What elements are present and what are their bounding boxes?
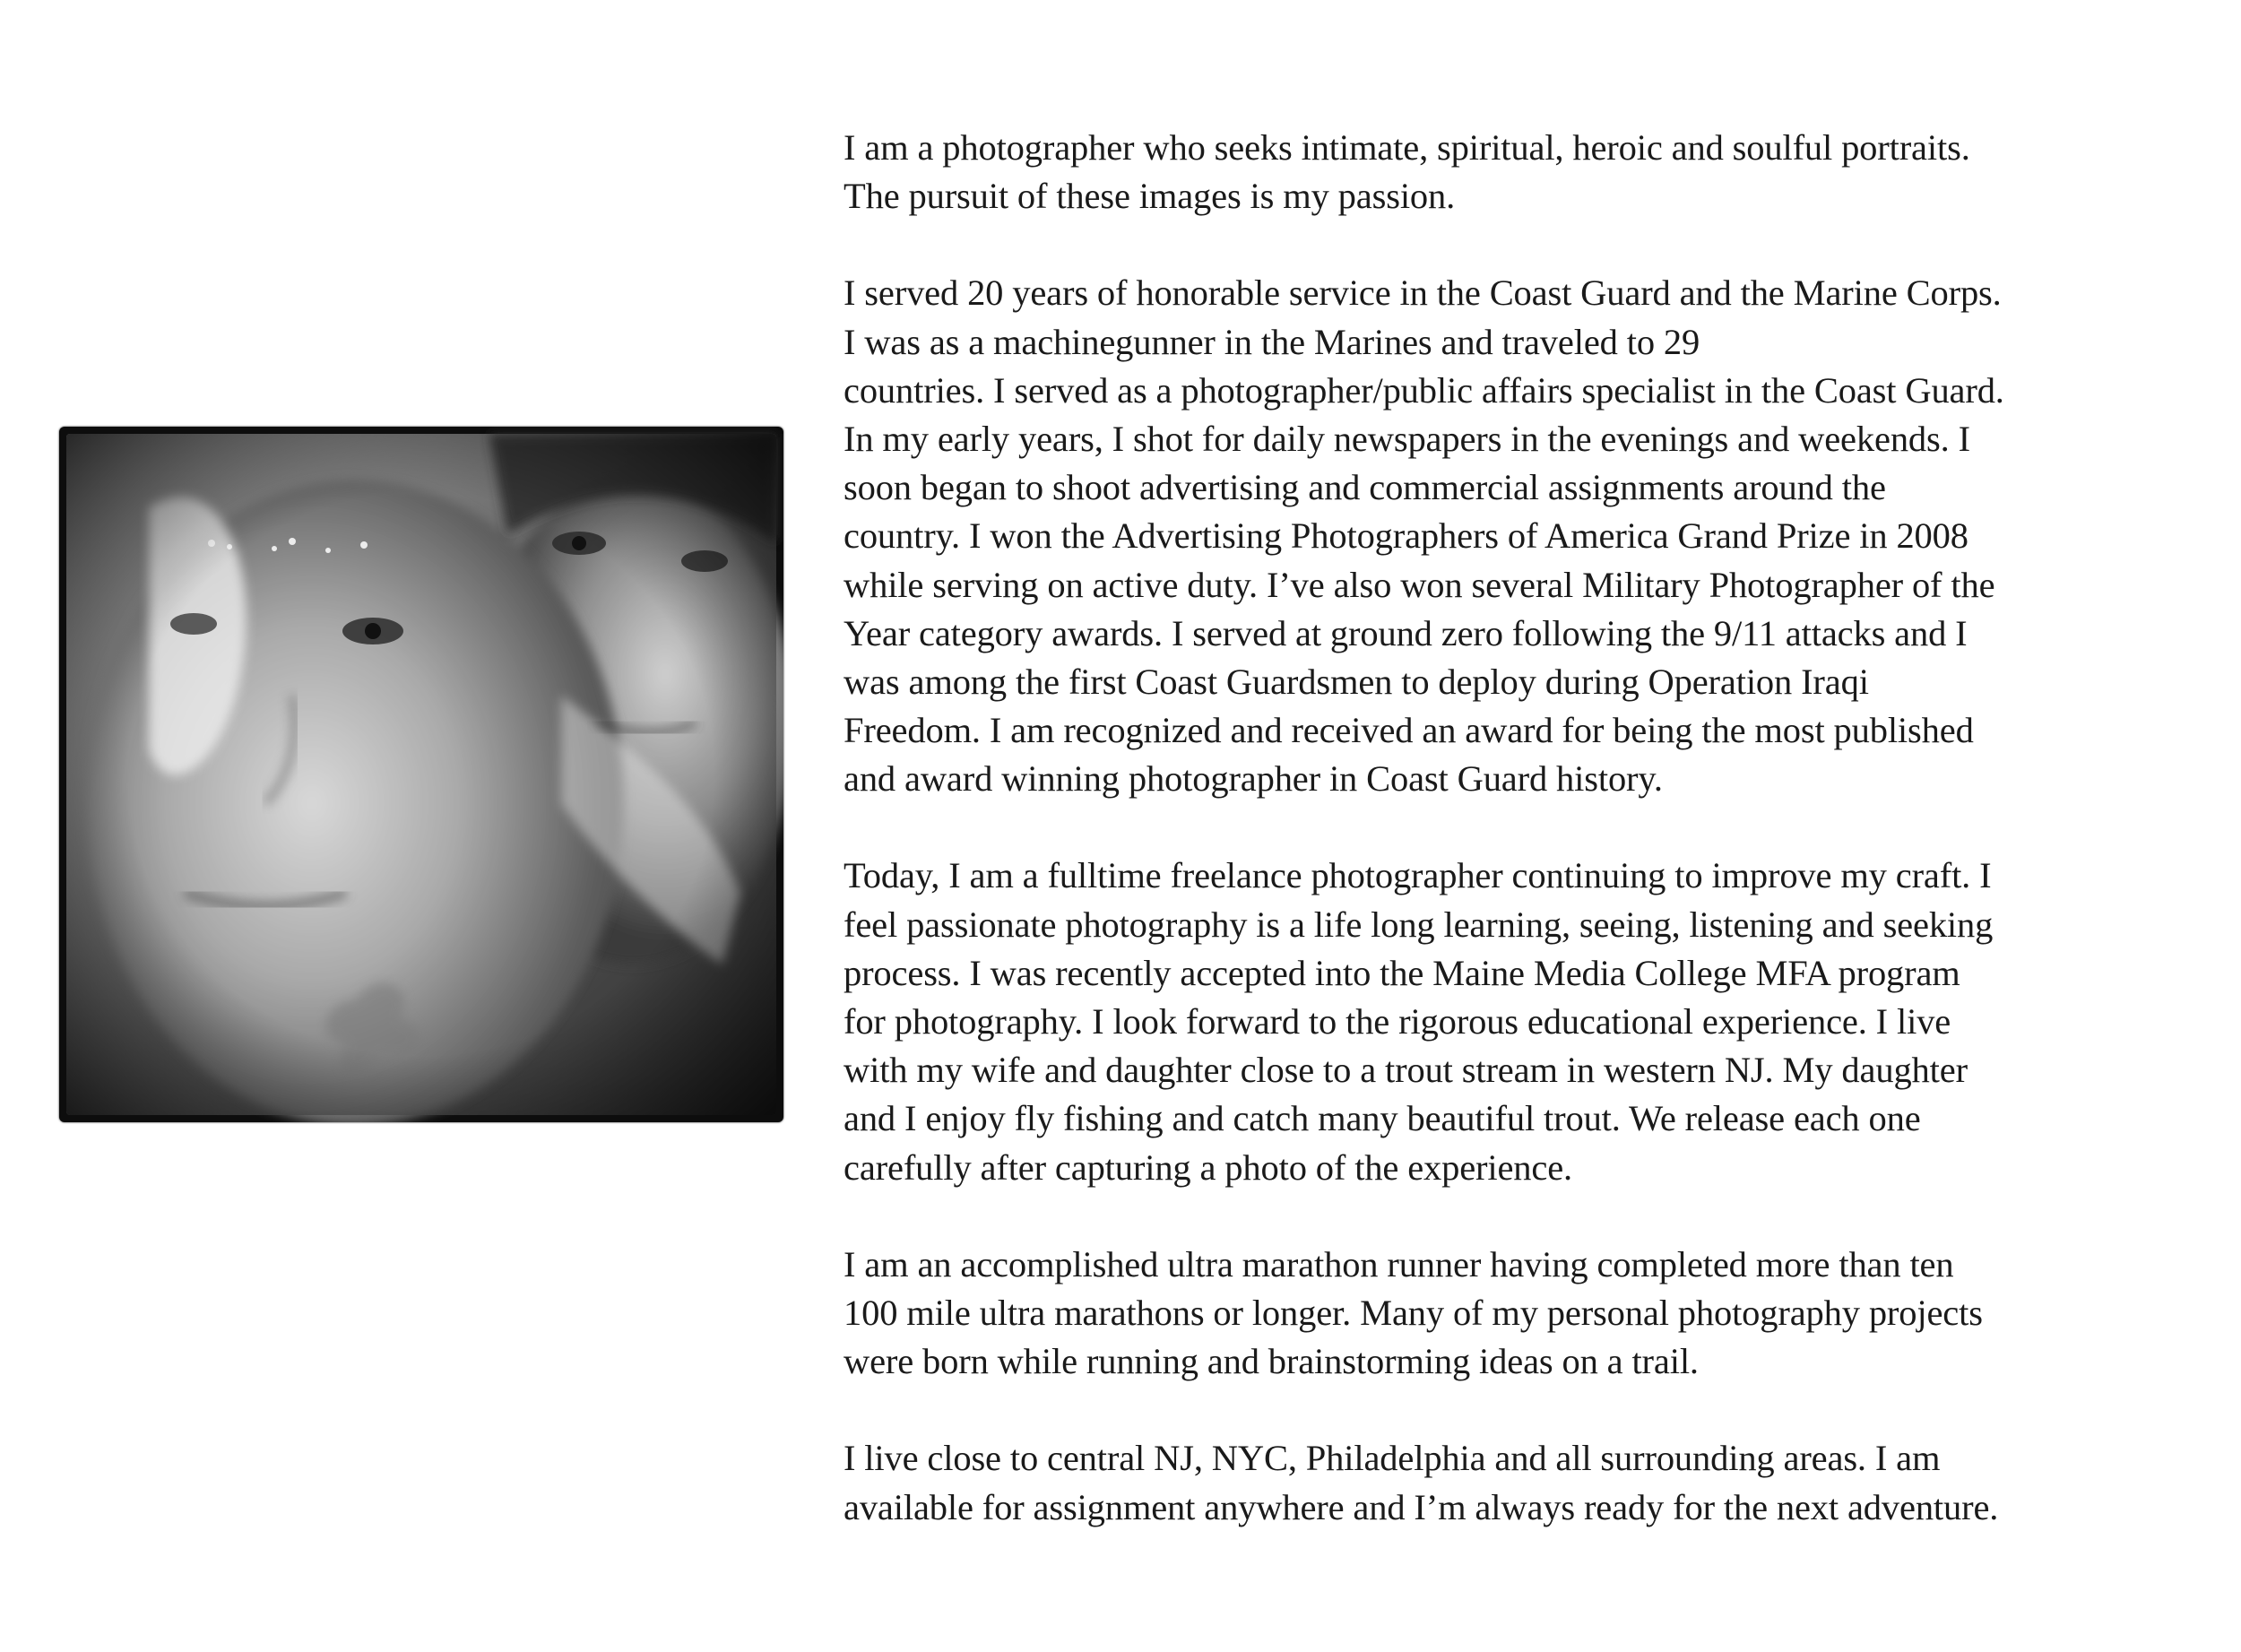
- paragraph: [844, 1434, 2161, 1531]
- portrait-photo: [59, 427, 783, 1122]
- text-line: process. I was recently accepted into the Maine Media College MFA program: [844, 952, 1960, 993]
- text-line: feel passionate photography is a life long learning, seeing, listening and seeking: [844, 904, 1994, 945]
- text-line: I served 20 years of honorable service in the Coast Guard and the Marine Corps.: [844, 272, 2002, 314]
- text-line: 100 mile ultra marathons or longer. Many of my personal photography projects: [844, 1292, 1983, 1333]
- text-line: for photography. I look forward to the rigorous educational experience. I live: [844, 1001, 1951, 1042]
- paragraph: [844, 124, 2161, 221]
- text-line: were born while running and brainstorming ideas on a trail.: [844, 1341, 1699, 1382]
- text-line: Year category awards. I served at ground zero following the 9/11 attacks and I: [844, 612, 1968, 653]
- paragraph: [844, 852, 2161, 1191]
- text-line: and award winning photographer in Coast Guard history.: [844, 758, 1663, 800]
- text-line: and I enjoy fly fishing and catch many beautiful trout. We release each one: [844, 1098, 1921, 1139]
- text-line: countries. I served as a photographer/public affairs specialist in the Coast Guard.: [844, 369, 2004, 411]
- text-line: Freedom. I am recognized and received an award for being the most published: [844, 710, 1974, 751]
- text-line: was among the first Coast Guardsmen to deploy during Operation Iraqi: [844, 661, 1869, 702]
- text-line: while serving on active duty. I’ve also won several Military Photographer of the: [844, 564, 1995, 605]
- text-line: I am a photographer who seeks intimate, spiritual, heroic and soulful portraits.: [844, 127, 1970, 168]
- text-line: The pursuit of these images is my passion.: [844, 176, 1456, 217]
- text-line: with my wife and daughter close to a trout stream in western NJ. My daughter: [844, 1050, 1968, 1091]
- text-line: I was as a machinegunner in the Marines and traveled to 29: [844, 321, 1700, 362]
- text-line: I am an accomplished ultra marathon runner having completed more than ten: [844, 1243, 1954, 1284]
- text-line: country. I won the Advertising Photographers of America Grand Prize in 2008: [844, 515, 1968, 557]
- paragraph: [844, 269, 2161, 803]
- text-line: Today, I am a fulltime freelance photographer continuing to improve my craft. I: [844, 855, 1992, 896]
- paragraph: [844, 1241, 2161, 1387]
- about-text: [844, 124, 2161, 1580]
- text-line: available for assignment anywhere and I’m always ready for the next adventure.: [844, 1486, 1999, 1527]
- portrait-image: [59, 427, 783, 1122]
- text-line: soon began to shoot advertising and commercial assignments around the: [844, 467, 1886, 508]
- text-line: carefully after capturing a photo of the experience.: [844, 1146, 1573, 1188]
- text-line: I live close to central NJ, NYC, Philadelphia and all surrounding areas. I am: [844, 1438, 1941, 1479]
- text-line: In my early years, I shot for daily newspapers in the evenings and weekends. I: [844, 418, 1970, 459]
